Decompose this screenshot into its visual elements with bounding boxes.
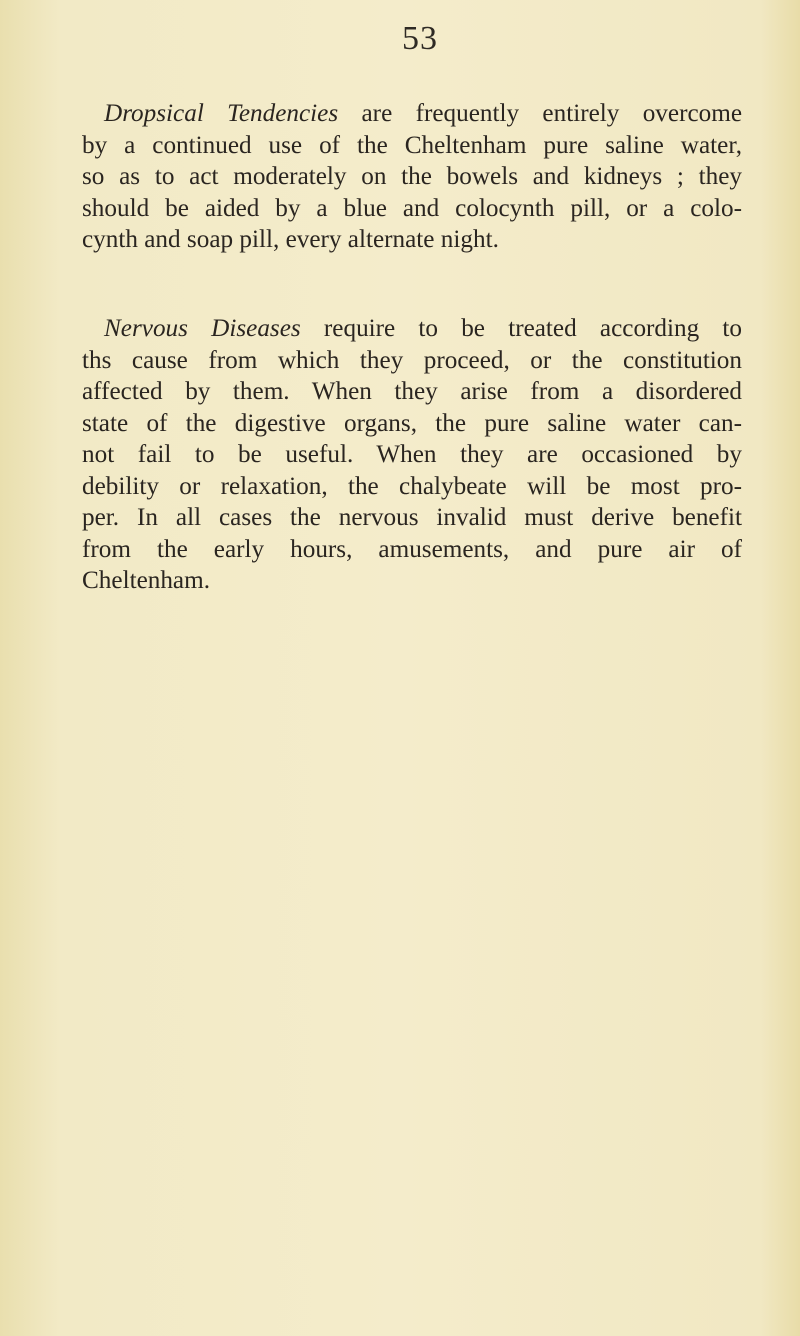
paragraph-line: so as to act moderately on the bowels and kidneys ; they	[82, 163, 742, 190]
paragraph-line: affected by them. When they arise from a disordered	[82, 378, 742, 405]
paragraph-line: Cheltenham.	[82, 567, 211, 594]
paragraph-line: Dropsical Tendencies are frequently entirely overcome	[104, 100, 742, 127]
paragraph-line: should be aided by a blue and colocynth pill, or a colo-	[82, 194, 742, 222]
paragraph-line: not fail to be useful. When they are occasioned by	[82, 441, 742, 468]
paragraph-heading: Dropsical Tendencies	[104, 100, 339, 127]
page-number: 53	[402, 20, 438, 57]
paragraph-line: per. In all cases the nervous invalid must derive benefit	[82, 504, 742, 531]
paragraph-dropsical-tendencies	[82, 98, 742, 256]
paragraph-line: ths cause from which they proceed, or the constitution	[82, 346, 742, 374]
paragraph-line: cynth and soap pill, every alternate night.	[82, 226, 499, 253]
paragraph-line: from the early hours, amusements, and pure air of	[82, 535, 742, 563]
paragraph-line: Nervous Diseases require to be treated according to	[104, 315, 742, 342]
paragraph-line: debility or relaxation, the chalybeate will be most pro-	[82, 472, 742, 500]
paragraph-heading: Nervous Diseases	[104, 315, 301, 342]
paragraph-line: state of the digestive organs, the pure saline water can-	[82, 409, 742, 437]
paragraph-nervous-diseases	[82, 313, 742, 597]
paragraph-line: by a continued use of the Cheltenham pure saline water,	[82, 131, 742, 159]
